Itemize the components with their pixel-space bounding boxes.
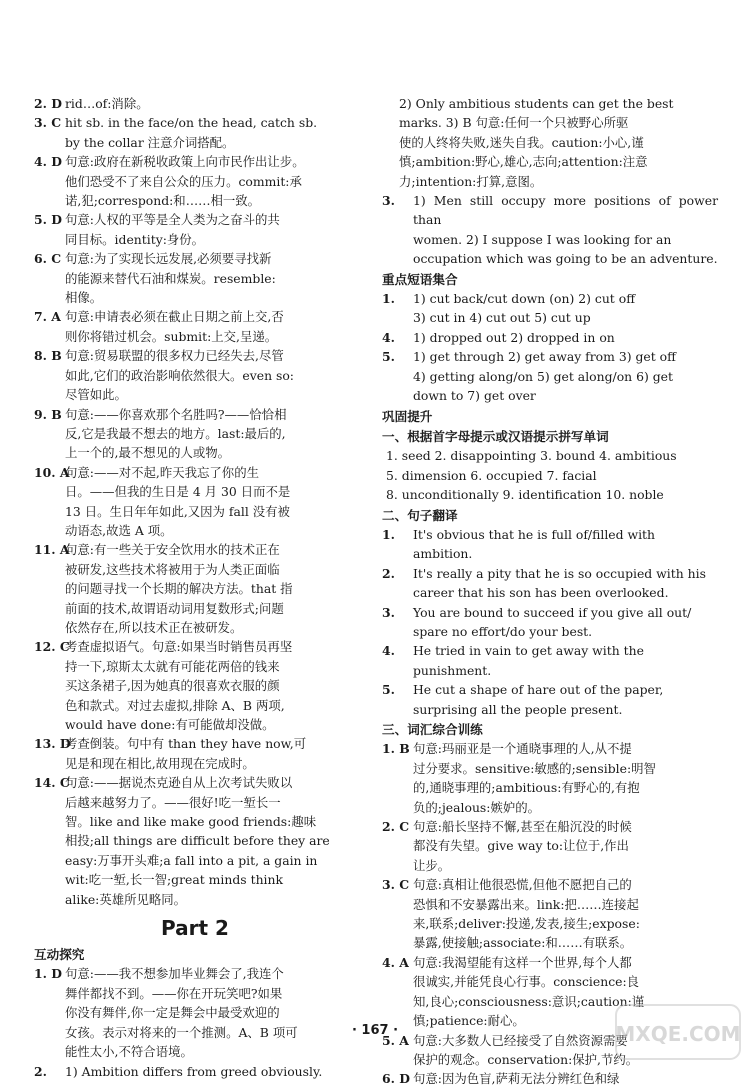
answer-line: 句意:人权的平等是全人类为之奋斗的共 — [65, 212, 280, 228]
answer-item — [34, 113, 356, 152]
answer-number: 6. C — [34, 251, 62, 267]
answer-number: 13. D — [34, 736, 71, 752]
answer-line: 1) Men still occupy more positions of power than — [413, 193, 718, 228]
answer-line: 2) Only ambitious students can get the best — [399, 96, 674, 111]
answer-line: 考查倒装。句中有 than they have now,可 — [65, 736, 307, 752]
answer-line: You are bound to succeed if you give all out/ — [413, 604, 692, 620]
answer-line: 句意:贸易联盟的很多权力已经失去,尽管 — [65, 348, 284, 364]
answer-line: 让步。 — [413, 857, 451, 873]
answer-number: 1. — [382, 291, 395, 307]
answer-line: would have done:有可能做却没做。 — [65, 717, 275, 732]
answer-line: career that his son has been overlooked. — [413, 585, 669, 601]
answer-line: 买这条裙子,因为她真的很喜欢衣服的颜 — [65, 678, 280, 694]
answer-item — [382, 1069, 718, 1088]
answer-item-3 — [382, 191, 718, 269]
answer-item — [34, 773, 356, 909]
phrase-answer-list — [382, 289, 718, 405]
answer-item — [382, 289, 718, 328]
answer-number: 1. D — [34, 966, 62, 982]
answer-item — [34, 94, 356, 113]
answer-line: rid…of:消除。 — [65, 96, 149, 111]
answer-number: 2. — [34, 1063, 47, 1079]
answer-item — [34, 405, 356, 463]
answer-number: 1. — [382, 526, 395, 542]
answer-line: 持一下,琼斯太太就有可能花两倍的钱来 — [65, 658, 280, 674]
answer-line: 句意:船长坚持不懈,甚至在船沉没的时候 — [413, 819, 632, 835]
answer-line: 使的人终将失败,迷失自我。caution:小心,谨 — [399, 134, 644, 150]
answer-number: 8. B — [34, 348, 62, 364]
answer-item — [382, 603, 718, 642]
answer-line: 1) Ambition differs from greed obviously. — [65, 1063, 323, 1079]
part1-answer-list — [34, 94, 356, 909]
answer-number: 3. — [382, 604, 395, 620]
answer-line: 反,它是我最不想去的地方。last:最后的, — [65, 425, 286, 441]
answer-number: 2. D — [34, 96, 62, 111]
answer-line: 句意:有一些关于安全饮用水的技术正在 — [65, 542, 280, 558]
answer-line: hit sb. in the face/on the head, catch sb. — [65, 115, 318, 131]
answer-line: 日。——但我的生日是 4 月 30 日而不是 — [65, 484, 291, 500]
answer-line: 色和款式。对过去虚拟,排除 A、B 两项, — [65, 697, 285, 713]
answer-item — [382, 680, 718, 719]
answer-line: 舞伴都找不到。——你在开玩笑吧?如果 — [65, 985, 283, 1001]
answer-item — [382, 875, 718, 953]
answer-number: 14. C — [34, 775, 70, 791]
subsection-spelling-heading: 一、根据首字母提示或汉语提示拼写单词 — [382, 428, 609, 444]
spelling-answer-rows — [382, 446, 718, 504]
section-gonggu-heading: 巩固提升 — [382, 408, 433, 424]
answer-line: 知,良心;consciousness:意识;caution:谨 — [413, 993, 645, 1009]
answer-line: 恐惧和不安暴露出来。link:把……连接起 — [413, 896, 639, 912]
answer-line: 后越来越努力了。——很好!吃一堑长一 — [65, 794, 281, 810]
answer-line: 考查虚拟语气。句意:如果当时销售员再坚 — [65, 639, 293, 655]
answer-line: 相投;all things are difficult before they are — [65, 833, 330, 849]
answer-item — [382, 347, 718, 405]
answer-number: 5. — [382, 349, 395, 365]
answer-number: 11. A — [34, 542, 70, 558]
answer-line: occupation which was going to be an adventure. — [413, 251, 718, 267]
answer-line: 1) get through 2) get away from 3) get off — [413, 349, 676, 365]
translation-answer-list — [382, 525, 718, 719]
answer-line: alike:英雄所见略同。 — [65, 891, 187, 907]
answer-line: 诺,犯;correspond:和……相一致。 — [65, 193, 261, 209]
answer-line: 3) cut in 4) cut out 5) cut up — [413, 310, 591, 326]
answer-line: 句意:玛丽亚是一个通晓事理的人,从不提 — [413, 741, 632, 757]
answer-line: 则你将错过机会。submit:上交,呈递。 — [65, 328, 278, 344]
subsection-translation-heading: 二、句子翻译 — [382, 507, 458, 523]
answer-line: 动语态,故选 A 项。 — [65, 522, 173, 538]
answer-line: 句意:——对不起,昨天我忘了你的生 — [65, 464, 259, 480]
answer-item — [34, 249, 356, 307]
answer-line: 13 日。生日年年如此,又因为 fall 没有被 — [65, 503, 290, 519]
answer-line: women. 2) I suppose I was looking for an — [413, 231, 672, 247]
answer-item — [382, 564, 718, 603]
answer-line: by the collar 注意介词搭配。 — [65, 134, 235, 150]
answer-line: punishment. — [413, 662, 492, 678]
answer-line: It's really a pity that he is so occupied with his — [413, 565, 706, 581]
section-phrases-heading: 重点短语集合 — [382, 271, 458, 287]
answer-line: 同目标。identity:身份。 — [65, 231, 205, 247]
answer-line: wit:吃一堑,长一智;great minds think — [65, 872, 284, 888]
answer-line: 暴露,使接触;associate:和……有联系。 — [413, 935, 633, 951]
answer-line: 1) dropped out 2) dropped in on — [413, 329, 615, 345]
answer-line: 1) cut back/cut down (on) 2) cut off — [413, 291, 635, 307]
page-number: · 167 · — [351, 1023, 399, 1038]
answer-item — [34, 346, 356, 404]
answer-number: 5. A — [382, 1032, 409, 1048]
answer-line: 过分要求。sensitive:敏感的;sensible:明智 — [413, 760, 656, 776]
answer-item — [34, 1062, 356, 1081]
answer-line: 句意:大多数人已经接受了自然资源需要 — [413, 1032, 628, 1048]
answer-line: 你没有舞伴,你一定是舞会中最受欢迎的 — [65, 1005, 280, 1021]
section-hudong-heading: 互动探究 — [34, 947, 85, 963]
answer-item — [382, 817, 718, 875]
answer-line: ambition. — [413, 546, 473, 562]
answer-line: He cut a shape of hare out of the paper, — [413, 682, 664, 698]
answer-line: easy:万事开头难;a fall into a pit, a gain in — [65, 852, 318, 868]
spelling-row: 8. unconditionally 9. identification 10. noble — [386, 487, 664, 503]
spelling-row: 1. seed 2. disappointing 3. bound 4. ambitious — [386, 448, 677, 464]
answer-number: 4. — [382, 643, 395, 659]
answer-item — [34, 463, 356, 541]
right-column — [382, 94, 718, 1089]
answer-item — [382, 191, 718, 269]
answer-line: 见是和现在相比,故用现在完成时。 — [65, 755, 255, 771]
answer-line: 上一个的,最不想见的人或物。 — [65, 445, 231, 461]
answer-line: 前面的技术,故谓语动词用复数形式;问题 — [65, 600, 284, 616]
answer-line: 句意:因为色盲,萨莉无法分辨红色和绿 — [413, 1071, 620, 1087]
answer-line: 依然存在,所以技术正在被研发。 — [65, 619, 243, 635]
answer-number: 12. C — [34, 639, 70, 655]
answer-line: He tried in vain to get away with the — [413, 643, 644, 659]
answer-number: 9. B — [34, 406, 62, 422]
watermark-text: MXQE.COM — [615, 1022, 741, 1046]
answer-number: 1. B — [382, 741, 410, 757]
answer-line: 4) getting along/on 5) get along/on 6) get — [413, 368, 673, 384]
answer-line: surprising all the people present. — [413, 701, 623, 717]
answer-line: 慎;patience:耐心。 — [413, 1013, 525, 1029]
answer-line: 的问题寻找一个长期的解决方法。that 指 — [65, 581, 293, 597]
answer-item — [382, 739, 718, 817]
answer-line: 的,通晓事理的;ambitious:有野心的,有抱 — [413, 780, 640, 796]
part2-heading: Part 2 — [161, 916, 229, 941]
answer-line: 的能源来替代石油和煤炭。resemble: — [65, 270, 276, 286]
answer-number: 7. A — [34, 309, 61, 325]
answer-line: 女孩。表示对将来的一个推测。A、B 项可 — [65, 1024, 298, 1040]
answer-line: 句意:我渴望能有这样一个世界,每个人都 — [413, 954, 632, 970]
answer-line: 智。like and like make good friends:趣味 — [65, 814, 317, 830]
answer-number: 4. D — [34, 154, 62, 170]
answer-line: 他们恐受不了来自公众的压力。commit:承 — [65, 173, 302, 189]
subsection-vocab-heading: 三、词汇综合训练 — [382, 722, 483, 737]
answer-number: 2. — [382, 565, 395, 581]
answer-line: 保护的观念。conservation:保护,节约。 — [413, 1051, 639, 1067]
answer-line: 被研发,这些技术将被用于为人类正面临 — [65, 561, 280, 577]
answer-item — [34, 964, 356, 1061]
answer-line: 句意:——你喜欢那个名胜吗?——恰恰相 — [65, 406, 287, 422]
answer-item — [382, 525, 718, 564]
continued-answer — [382, 94, 718, 191]
answer-line: 能性太小,不符合语境。 — [65, 1044, 193, 1060]
answer-item — [34, 734, 356, 773]
answer-line: 负的;jealous:嫉妒的。 — [413, 799, 541, 815]
answer-line: 相像。 — [65, 290, 103, 306]
answer-item — [34, 307, 356, 346]
answer-number: 3. C — [34, 115, 62, 131]
answer-item — [34, 152, 356, 210]
answer-number: 3. C — [382, 877, 410, 893]
answer-line: 如此,它们的政治影响依然很大。even so: — [65, 367, 294, 383]
answer-item — [382, 641, 718, 680]
answer-line: 句意:真相让他很恐慌,但他不愿把自己的 — [413, 877, 632, 893]
answer-number: 5. — [382, 682, 395, 698]
answer-line: 句意:申请表必须在截止日期之前上交,否 — [65, 309, 284, 325]
answer-item — [34, 540, 356, 637]
answer-number: 6. D — [382, 1071, 410, 1087]
answer-number: 3. — [382, 193, 395, 209]
spelling-row: 5. dimension 6. occupied 7. facial — [386, 467, 597, 483]
answer-line: 来,联系;deliver:投递,发表,接生;expose: — [413, 916, 640, 932]
answer-item — [34, 637, 356, 734]
answer-item — [382, 328, 718, 347]
answer-line: 句意:政府在新税收政策上向市民作出让步。 — [65, 154, 305, 170]
answer-line: spare no effort/do your best. — [413, 623, 593, 639]
left-column — [34, 94, 356, 1081]
answer-line: 慎;ambition:野心,雄心,志向;attention:注意 — [399, 154, 648, 170]
answer-line: 都没有失望。give way to:让位于,作出 — [413, 838, 629, 854]
answer-item — [34, 210, 356, 249]
answer-line: 很诚实,并能凭良心行事。conscience:良 — [413, 974, 640, 990]
answer-line: 力;intention:打算,意图。 — [399, 173, 543, 189]
answer-number: 4. A — [382, 954, 409, 970]
answer-number: 10. A — [34, 464, 70, 480]
answer-number: 5. D — [34, 212, 62, 228]
answer-line: 句意:——我不想参加毕业舞会了,我连个 — [65, 966, 284, 982]
answer-number: 4. — [382, 329, 395, 345]
answer-line: marks. 3) B 句意:任何一个只被野心所驱 — [399, 115, 629, 131]
answer-line: 句意:——据说杰克逊自从上次考试失败以 — [65, 775, 293, 791]
answer-line: It's obvious that he is full of/filled with — [413, 526, 656, 542]
answer-line: 尽管如此。 — [65, 387, 127, 403]
answer-number: 2. C — [382, 819, 410, 835]
watermark-logo — [614, 1003, 742, 1061]
answer-line: down to 7) get over — [413, 388, 536, 404]
answer-line: 句意:为了实现长远发展,必须要寻找新 — [65, 251, 272, 267]
